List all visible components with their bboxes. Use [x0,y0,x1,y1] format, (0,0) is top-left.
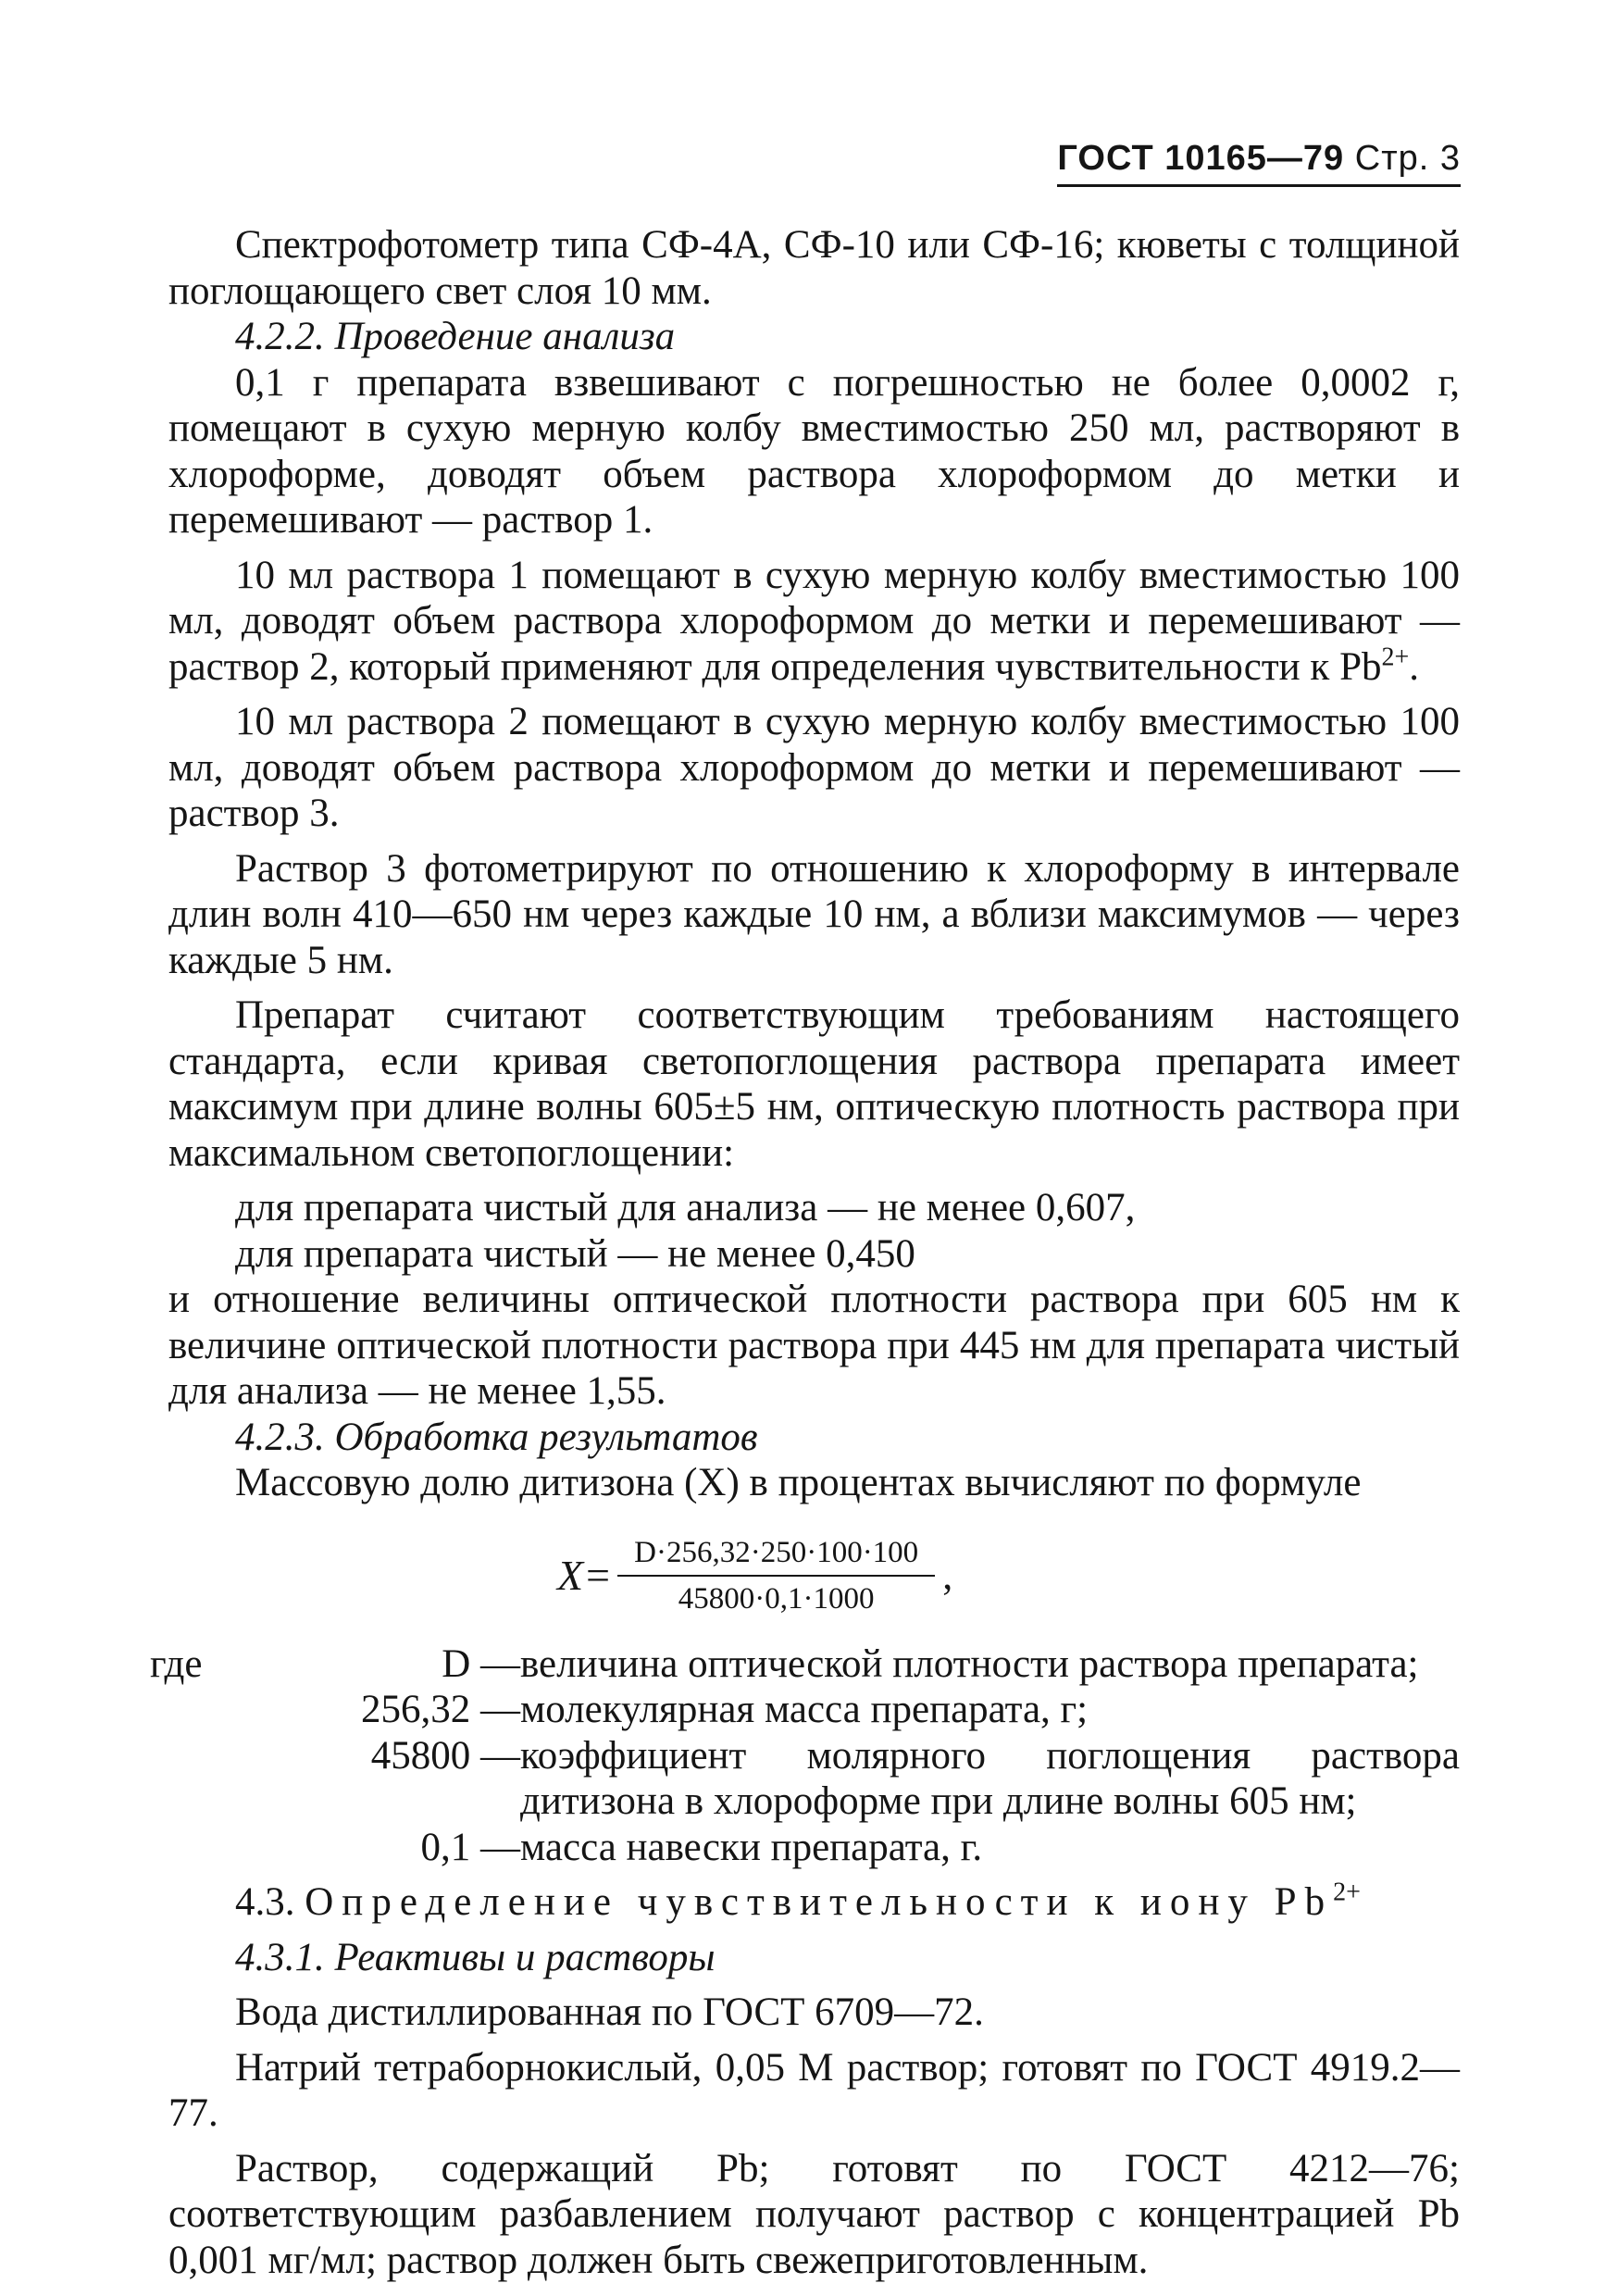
solution-2-period: . [1409,644,1420,689]
solution-2-text: 10 мл раствора 1 помещают в сухую мерную колбу вместимостью 100 мл, доводят объем раствора хлороформом до метки и перемешивают — раствор 2, который применяют для определения чувствительности к Pb [168,553,1460,689]
definition-symbol: 0,1 — [420,1825,520,1869]
definition-symbol: 45800 — [370,1733,520,1778]
formula-fraction [617,1534,935,1617]
page-header [1057,139,1461,187]
formula-trail: , [942,1552,953,1598]
standard-number: ГОСТ 10165—79 [1057,139,1345,178]
heading-4-2-3: 4.2.3. Обработка результатов [235,1415,758,1459]
definition-symbol: 256,32 — [361,1688,520,1731]
formula-lhs: X= [557,1551,613,1599]
paragraph-formula-intro: Массовую долю дитизона (X) в процентах вычисляют по формуле [235,1461,1362,1504]
paragraph-spectrophotometer: Спектрофотометр типа СФ-4А, СФ-10 или СФ-16; кюветы с толщиной поглощающего свет слоя 10 мм. [168,223,1460,313]
heading-4-2-2: 4.2.2. Проведение анализа [235,315,676,358]
heading-4-3 [168,1879,1460,1926]
formula-denominator: 45800·0,1·1000 [678,1581,875,1616]
reagent-lead-solution: Раствор, содержащий Pb; готовят по ГОСТ 4212—76; соответствующим разбавлением получают раствор с концентрацией Pb 0,001 мг/мл; раствор должен быть свежеприготовленным. [168,2146,1460,2282]
paragraph-solution-2 [168,553,1460,691]
reagent-sodium-tetraborate: Натрий тетраборнокислый, 0,05 М раствор; готовят по ГОСТ 4919.2—77. [168,2045,1460,2135]
variable-definitions [150,1641,1460,1871]
criteria-pure-grade: для препарата чистый — не менее 0,450 [235,1231,915,1276]
definition-text: молекулярная масса препарата, г; [520,1688,1089,1731]
where-label: где [150,1641,203,1686]
paragraph-criteria: Препарат считают соответствующим требованиям настоящего стандарта, если кривая светопоглощения раствора препарата имеет максимум при длине волны 605±5 нм, оптическую плотность раствора при максимальном светопоглощении: [168,993,1460,1175]
definition-symbol: D — [442,1641,520,1686]
paragraph-solution-3: 10 мл раствора 2 помещают в сухую мерную колбу вместимостью 100 мл, доводят объем раствора хлороформом до метки и перемешивают — раствор 3. [168,700,1460,835]
criteria-analytical-grade: для препарата чистый для анализа — не менее 0,607, [235,1186,1136,1229]
section-4-3-number: 4.3. [235,1880,295,1924]
section-4-3-superscript: 2+ [1333,1878,1361,1907]
paragraph-solution-1: 0,1 г препарата взвешивают с погрешностью не более 0,0002 г, помещают в сухую мерную колбу вместимостью 250 мл, растворяют в хлороформе, доводят объем раствора хлороформом до метки и перемешивают — раствор 1. [168,360,1460,542]
formula [557,1534,1460,1617]
definition-text: величина оптической плотности раствора препарата; [520,1641,1419,1686]
section-4-3-title: Определение чувствительности к иону Pb [305,1880,1334,1924]
formula-numerator: D·256,32·250·100·100 [617,1534,935,1577]
paragraph-photometry: Раствор 3 фотометрируют по отношению к хлороформу в интервале длин волн 410—650 нм через каждые 10 нм, а вблизи максимумов — через каждые 5 нм. [168,846,1460,982]
definition-text: масса навески препарата, г. [520,1825,983,1869]
document-body [150,222,1460,2283]
paragraph-ratio: и отношение величины оптической плотности раствора при 605 нм к величине оптической плотности раствора при 445 нм для препарата чистый для анализа — не менее 1,55. [168,1278,1460,1413]
heading-4-3-1: 4.3.1. Реактивы и растворы [235,1935,716,1979]
reagent-water: Вода дистиллированная по ГОСТ 6709—72. [235,1990,984,2034]
page-number: Стр. 3 [1354,139,1461,178]
solution-2-superscript: 2+ [1381,643,1410,672]
definition-text: коэффициент молярного поглощения раствора дитизона в хлороформе при длине волны 605 нм; [520,1733,1460,1823]
